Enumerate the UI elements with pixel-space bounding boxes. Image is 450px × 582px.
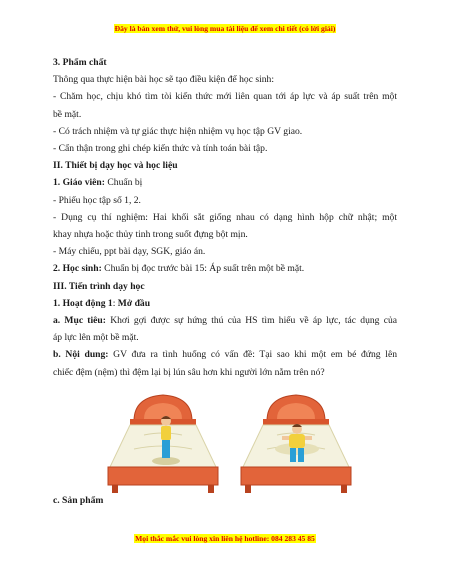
bottom-banner-text: Mọi thắc mắc vui lòng xin liên hệ hotline: 084 283 45 85 bbox=[135, 534, 315, 543]
teacher-item-2-line-2: khay nhựa hoặc thủy tinh trong suốt đựng bột mịn. bbox=[53, 229, 248, 241]
document-body bbox=[53, 54, 397, 381]
activity-label: 1. Hoạt động 1 bbox=[53, 297, 113, 309]
goal-label: a. Mục tiêu: bbox=[53, 315, 106, 327]
section-II-heading: II. Thiết bị dạy học và học liệu bbox=[53, 160, 178, 172]
content-text-1: GV đưa ra tình huống có vấn đề: Tại sao khi một em bé đứng lên bbox=[108, 349, 397, 361]
activity-heading bbox=[53, 295, 397, 312]
section-3-item-2: - Có trách nhiệm và tự giác thực hiện nhiệm vụ học tập GV giao. bbox=[53, 125, 303, 137]
student-row bbox=[53, 260, 397, 277]
bed-adult-lying-illustration bbox=[237, 391, 355, 499]
bed-illustrations bbox=[0, 391, 450, 499]
bed-child-standing-illustration bbox=[104, 391, 222, 499]
goal-line-2: áp lực lên một bề mặt. bbox=[53, 332, 139, 344]
teacher-item-3: - Máy chiếu, ppt bài dạy, SGK, giáo án. bbox=[53, 246, 206, 258]
teacher-item-2-line-1: - Dụng cụ thí nghiệm: Hai khối sắt giống nhau có dạng hình hộp chữ nhật; một bbox=[53, 211, 397, 223]
top-preview-banner bbox=[0, 24, 450, 33]
section-3-item-3: - Cẩn thận trong ghi chép kiến thức và tính toán bài tập. bbox=[53, 143, 268, 155]
student-text: Chuẩn bị đọc trước bài 15: Áp suất trên một bề mặt. bbox=[101, 263, 305, 275]
content-line-1 bbox=[53, 346, 397, 363]
activity-sep: : bbox=[112, 297, 118, 309]
goal-text-1: Khơi gợi được sự hứng thú của HS tìm hiểu về áp lực, tác dụng của bbox=[105, 315, 398, 327]
section-3-intro: Thông qua thực hiện bài học sẽ tạo điều kiện để học sinh: bbox=[53, 74, 275, 86]
content-line-2: chiếc đệm (nệm) thì đệm lại bị lún sâu hơn khi người lớn nằm trên nó? bbox=[53, 366, 325, 378]
teacher-label: 1. Giáo viên: bbox=[53, 177, 105, 189]
section-3-item-1-line-1: - Chăm học, chịu khó tìm tòi kiến thức mới liên quan tới áp lực và áp suất trên một bbox=[53, 91, 397, 103]
teacher-text: Chuẩn bị bbox=[104, 177, 143, 189]
student-label: 2. Học sinh: bbox=[53, 263, 102, 275]
product-heading: c. Sản phẩm bbox=[53, 495, 104, 506]
goal-line-1 bbox=[53, 312, 397, 329]
product-section bbox=[53, 492, 397, 509]
section-III-heading: III. Tiến trình dạy học bbox=[53, 280, 145, 292]
teacher-row bbox=[53, 174, 397, 191]
content-label: b. Nội dung: bbox=[53, 349, 109, 361]
section-3-item-1-line-2: bề mặt. bbox=[53, 108, 82, 120]
top-banner-text: Đây là bản xem thử, vui lòng mua tài liệu để xem chi tiết (có lời giải) bbox=[114, 24, 336, 33]
teacher-item-1: - Phiếu học tập số 1, 2. bbox=[53, 194, 141, 206]
bottom-hotline-banner bbox=[0, 534, 450, 543]
activity-title: Mở đầu bbox=[117, 297, 151, 309]
section-3-heading: 3. Phẩm chất bbox=[53, 57, 107, 68]
